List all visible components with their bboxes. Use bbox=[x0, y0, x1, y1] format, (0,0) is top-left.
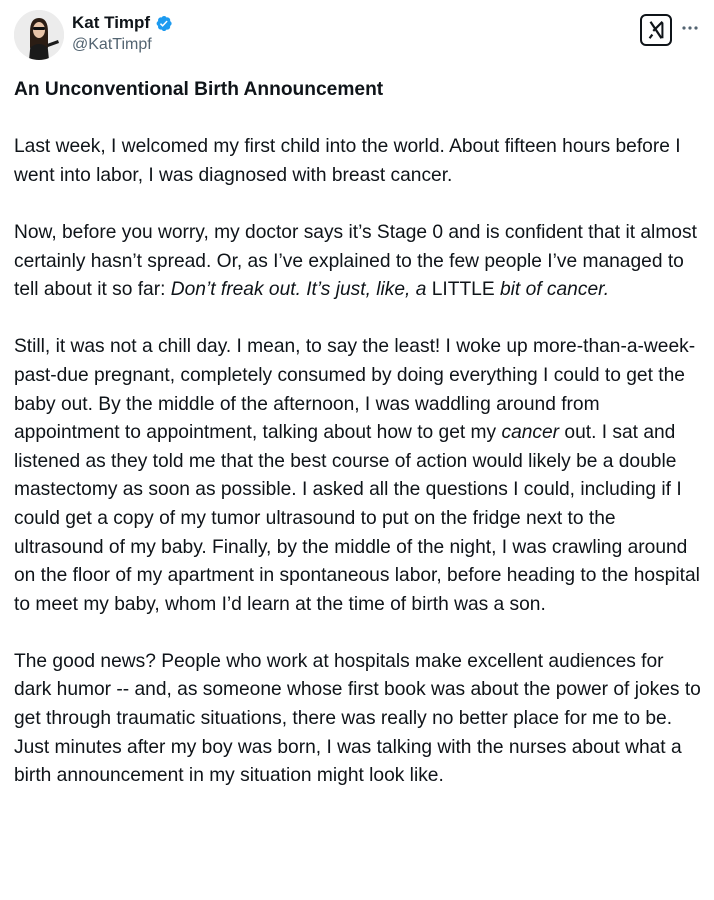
paragraph-2-text: Now, before you worry, my doctor says it’s Stage 0 and is confident that it almost certainly hasn’t spread. Or, as I’ve explained to the few people I’ve managed to tell about it so far: bbox=[14, 221, 697, 301]
avatar[interactable] bbox=[14, 10, 64, 60]
handle[interactable]: @KatTimpf bbox=[72, 36, 152, 53]
post-body bbox=[14, 76, 702, 819]
grok-icon[interactable] bbox=[640, 14, 672, 46]
post-title: An Unconventional Birth Announcement bbox=[14, 79, 384, 100]
post-header bbox=[14, 10, 700, 62]
post-paragraph-2 bbox=[14, 219, 702, 305]
paragraph-2-italic: Don’t freak out. It’s just, like, a bbox=[170, 279, 432, 301]
author-names bbox=[72, 12, 173, 56]
verified-badge-icon bbox=[154, 14, 173, 33]
paragraph-3-text-b: out. I sat and listened as they told me that the best course of action would likely be a double mastectomy as soon as possible. I asked all the questions I could, including if I could get a copy of my tumor ultrasound to put on the fridge next to the ultrasound of my baby. Finally, by the middle of the night, I was crawling around on the floor of my apartment in spontaneous labor, before heading to the hospital to meet my baby, whom I’d learn at the time of birth was a son. bbox=[14, 422, 700, 615]
post-paragraph-3 bbox=[14, 333, 702, 619]
paragraph-3-text-a: Still, it was not a chill day. I mean, to say the least! I woke up more-than-a-week-past-due pregnant, completely consumed by doing everything I could to get the baby out. By the middle of the afternoon, I was waddling around from appointment to appointment, talking about how to get my bbox=[14, 336, 696, 444]
paragraph-2-caps: LITTLE bbox=[431, 279, 495, 301]
post-paragraph-1: Last week, I welcomed my first child into the world. About fifteen hours before I went into labor, I was diagnosed with breast cancer. bbox=[14, 136, 681, 186]
paragraph-2-italic-end: bit of cancer. bbox=[499, 279, 610, 301]
avatar-image bbox=[14, 10, 64, 60]
display-name[interactable]: Kat Timpf bbox=[72, 13, 151, 32]
post-paragraph-4: The good news? People who work at hospitals make excellent audiences for dark humor -- and, as someone whose first book was about the power of jokes to get through traumatic situations, there was really no better place for me to be. Just minutes after my boy was born, I was talking with the nurses about what a birth announcement in my situation might look like. bbox=[14, 650, 701, 787]
display-name-row bbox=[72, 12, 173, 34]
more-options-icon[interactable] bbox=[680, 18, 700, 38]
paragraph-3-italic: cancer bbox=[501, 422, 560, 444]
